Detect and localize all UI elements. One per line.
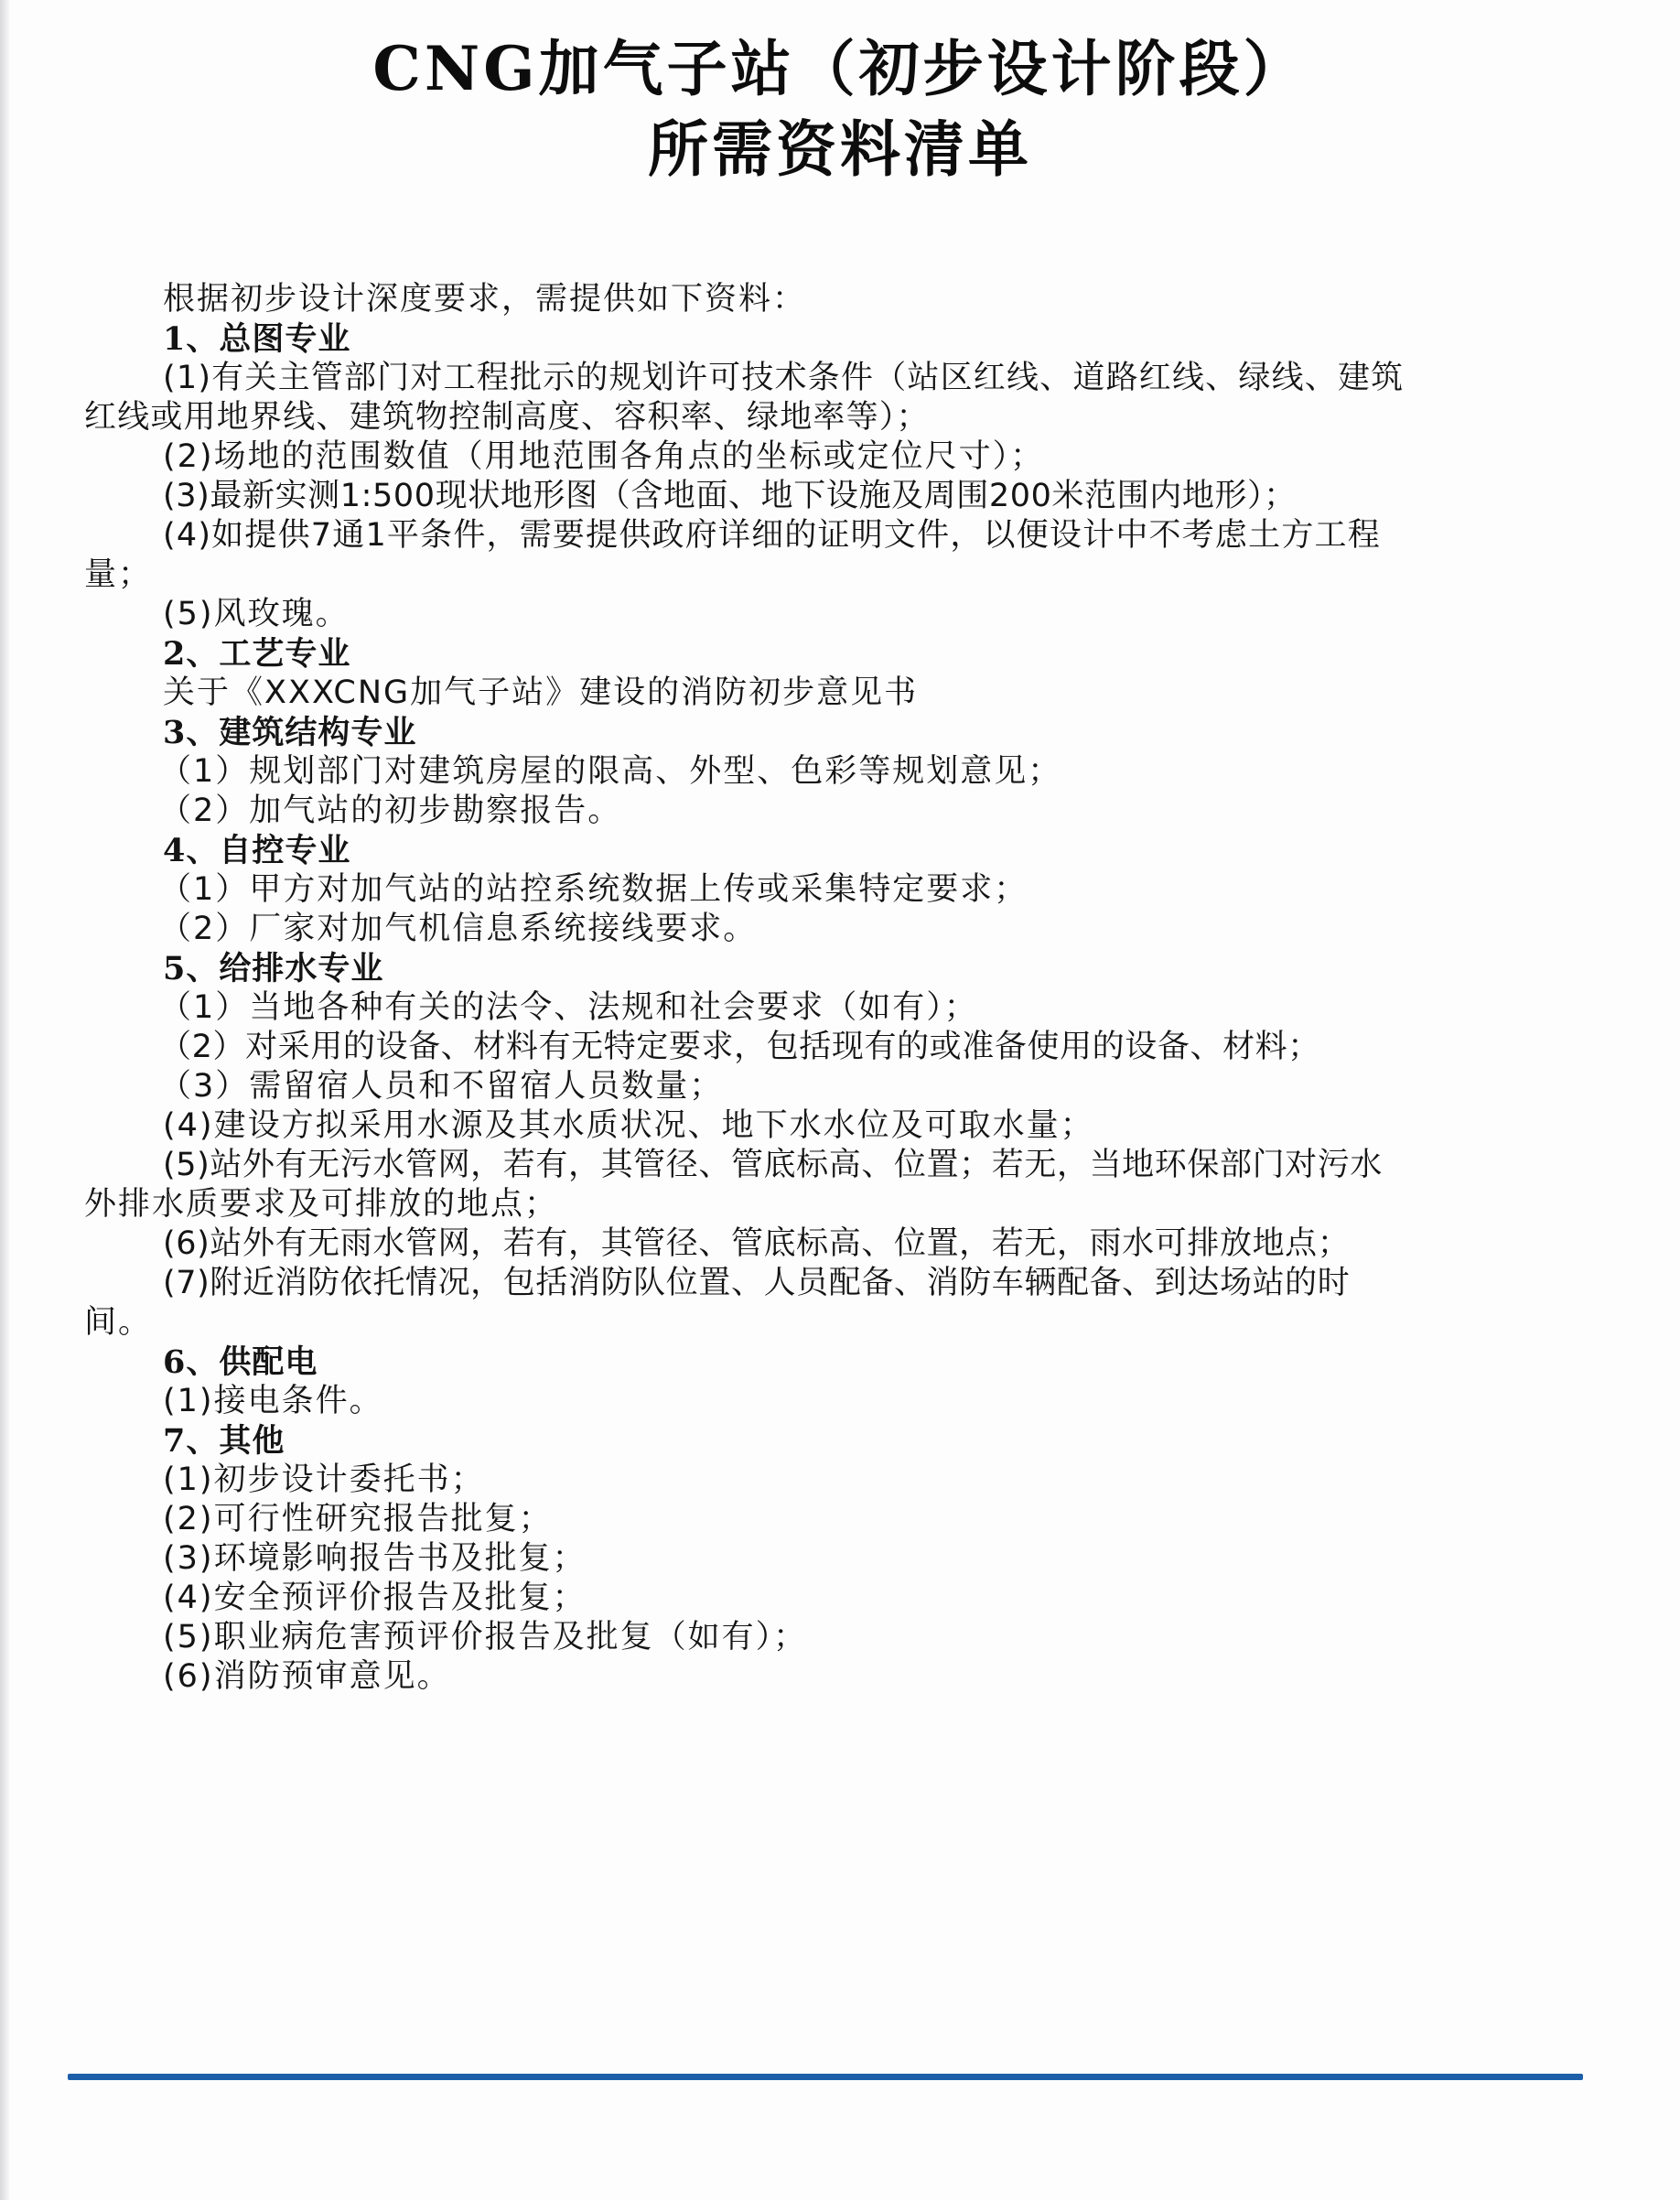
list-item: (2)可行性研究报告批复；: [163, 1501, 553, 1537]
footer-rule: [68, 2074, 1583, 2080]
list-item: （2）对采用的设备、材料有无特定要求，包括现有的或准备使用的设备、材料；: [159, 1029, 1320, 1065]
list-item: (1)初步设计委托书；: [163, 1461, 485, 1498]
section-heading-architecture-structure: 3、建筑结构专业: [163, 714, 417, 751]
list-item: (5)站外有无污水管网，若有，其管径、管底标高、位置；若无，当地环保部门对污水: [163, 1147, 1383, 1183]
list-item: （1）甲方对加气站的站控系统数据上传或采集特定要求；: [159, 871, 1028, 908]
list-item: (6)消防预审意见。: [163, 1658, 451, 1695]
list-item: （2）加气站的初步勘察报告。: [159, 793, 622, 829]
list-item-continued: 红线或用地界线、建筑物控制高度、容积率、绿地率等）；: [84, 399, 930, 436]
list-item: （1）当地各种有关的法令、法规和社会要求（如有）；: [159, 989, 978, 1026]
section-heading-automation: 4、自控专业: [163, 832, 351, 869]
list-item-continued: 间。: [84, 1304, 153, 1341]
document-subtitle: 所需资料清单: [648, 113, 1032, 185]
list-item: (4)如提供7通1平条件，需要提供政府详细的证明文件，以便设计中不考虑土方工程: [163, 517, 1381, 554]
list-item: (7)附近消防依托情况，包括消防队位置、人员配备、消防车辆配备、到达场站的时: [163, 1265, 1351, 1301]
list-item: (4)建设方拟采用水源及其水质状况、地下水水位及可取水量；: [163, 1107, 1094, 1144]
list-item: (6)站外有无雨水管网，若有，其管径、管底标高、位置，若无，雨水可排放地点；: [163, 1225, 1351, 1262]
section-heading-process: 2、工艺专业: [163, 635, 351, 673]
list-item-continued: 量；: [84, 556, 153, 593]
list-item: (2)场地的范围数值（用地范围各角点的坐标或定位尺寸）；: [163, 438, 1045, 475]
list-item: (5)职业病危害预评价报告及批复（如有）；: [163, 1619, 808, 1655]
section-heading-power-supply: 6、供配电: [163, 1343, 318, 1381]
section-heading-general-layout: 1、总图专业: [163, 320, 351, 358]
list-item: （3）需留宿人员和不留宿人员数量；: [159, 1068, 724, 1105]
document-title: CNG加气子站（初步设计阶段）: [372, 33, 1308, 104]
section-heading-water-supply-drainage: 5、给排水专业: [163, 950, 384, 987]
list-item: (3)最新实测1:500现状地形图（含地面、地下设施及周围200米范围内地形）；: [163, 478, 1297, 514]
list-item: （1）规划部门对建筑房屋的限高、外型、色彩等规划意见；: [159, 753, 1062, 790]
document-body: [84, 280, 1587, 1697]
list-item: (1)接电条件。: [163, 1383, 383, 1419]
list-item: （2）厂家对加气机信息系统接线要求。: [159, 911, 758, 947]
list-item-continued: 外排水质要求及可排放的地点；: [84, 1186, 559, 1223]
list-item: (3)环境影响报告书及批复；: [163, 1540, 587, 1577]
list-item: 关于《XXXCNG加气子站》建设的消防初步意见书: [163, 674, 919, 711]
list-item: (5)风玫瑰。: [163, 596, 350, 632]
page-edge-shadow: [0, 0, 9, 2200]
section-heading-other: 7、其他: [163, 1422, 285, 1460]
intro-text: 根据初步设计深度要求，需提供如下资料：: [163, 281, 807, 318]
list-item: (4)安全预评价报告及批复；: [163, 1580, 587, 1616]
list-item: (1)有关主管部门对工程批示的规划许可技术条件（站区红线、道路红线、绿线、建筑: [163, 360, 1405, 396]
